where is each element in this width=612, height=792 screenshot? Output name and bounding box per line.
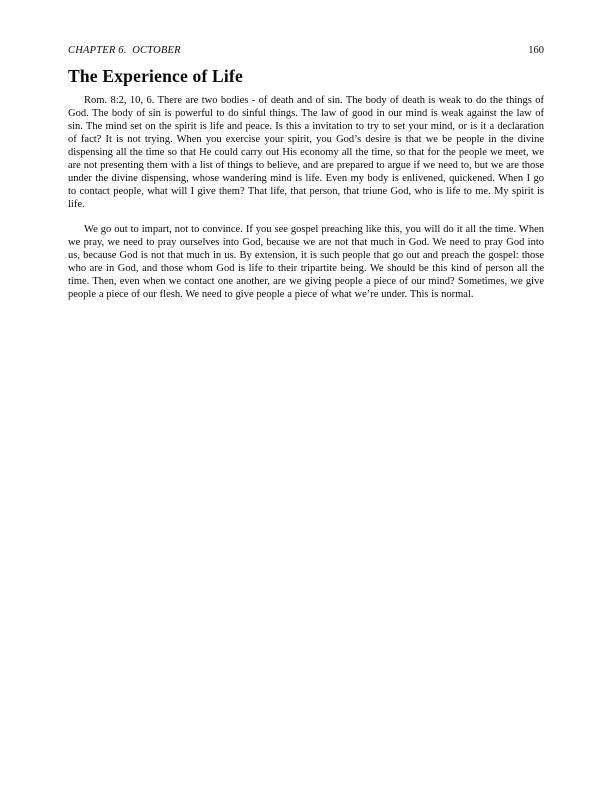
page-number: 160 — [528, 45, 544, 56]
body-text — [68, 94, 544, 313]
chapter-mark: CHAPTER 6. OCTOBER — [68, 45, 181, 56]
section-title: The Experience of Life — [68, 66, 243, 86]
paragraph-2: We go out to impart, not to convince. If you see gospel preaching like this, you will do it all the time. When we pray, we need to pray ourselves into God, because we are not that much in God. We need to pray God into us, because God is not that much in us. By extension, it is such people that go out and preach the gospel: those who are in God, and those whom God is life to their tripartite being. We should be this kind of person all the time. Then, even when we contact one another, are we giving people a piece of our mind? Sometimes, we give people a piece of our flesh. We need to give people a piece of what we’re under. This is normal. — [68, 224, 544, 300]
paragraph-1: Rom. 8:2, 10, 6. There are two bodies - of death and of sin. The body of death is weak to do the things of God. The body of sin is powerful to do sinful things. The law of good in our mind is weak against the law of sin. The mind set on the spirit is life and peace. Is this a invitation to try to set your mind, or is it a declaration of fact? It is not trying. When you exercise your spirit, you God’s desire is that we be people in the divine dispensing all the time so that He could carry out His economy all the time, so that for the people we meet, we are not presenting them with a list of things to believe, and are prepared to argue if we need to, but we are those under the divine dispensing, whose wandering mind is life. Even my body is enlivened, quickened. When I go to contact people, what will I give them? That life, that person, that triune God, who is life to me. My spirit is life. — [68, 95, 544, 210]
running-header — [68, 45, 544, 57]
